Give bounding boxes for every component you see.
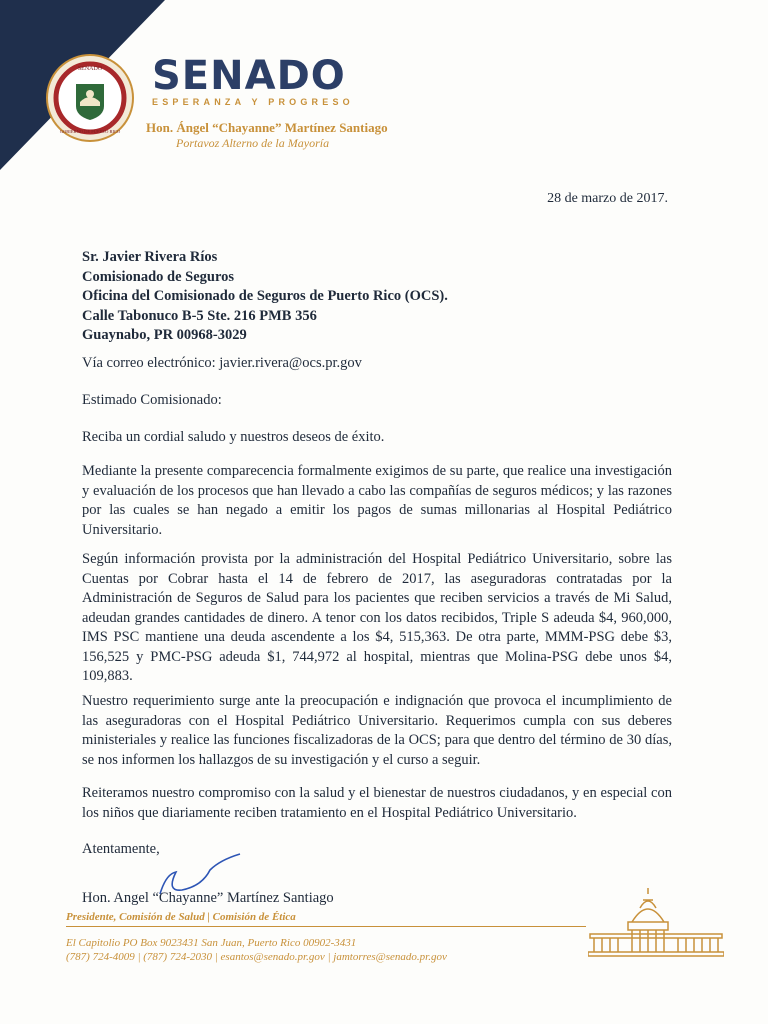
body-paragraph: Reiteramos nuestro compromiso con la salud y el bienestar de nuestros ciudadanos, y en especial con los niños que diariamente reciben tratamiento en el Hospital Pediátrico Universitario. [82, 785, 672, 821]
recipient-line: Sr. Javier Rivera Ríos [82, 249, 218, 265]
footer-address: El Capitolio PO Box 9023431 San Juan, Puerto Rico 00902-3431 [66, 937, 357, 949]
recipient-line: Comisionado de Seguros [82, 268, 235, 285]
signatory-title: Presidente, Comisión de Salud | Comisión de Ética [66, 911, 296, 923]
body-paragraph: Según información provista por la administración del Hospital Pediátrico Universitario, sobre las Cuentas por Cobrar hasta el 14 de febrero de 2017, las aseguradoras contratadas por la Administración de Seguros de Salud para los pacientes que reciben servicios a través de Mi Salud, adeudan grandes cantidades de dinero. A tenor con los datos recibidos, Triple S adeuda $4, 960,000, IMS PSC mantiene una deuda ascendente a los $4, 515,363. De otra parte, MMM-PSG debe $3, 156,525 y PMC-PSG adeuda $1, 744,972 al hospital, mientras que Molina-PSG debe unos $4, 109,883. [82, 551, 672, 684]
recipient-address [82, 248, 448, 346]
signatory-name: Hon. Angel “Chayanne” Martínez Santiago [82, 890, 334, 906]
letterhead-brand [152, 53, 354, 107]
letter-date: 28 de marzo de 2017. [547, 191, 668, 206]
footer-contact: (787) 724-4009 | (787) 724-2030 | esantos@senado.pr.gov | jamtorres@senado.pr.gov [66, 951, 447, 963]
recipient-line: Guaynabo, PR 00968-3029 [82, 327, 247, 343]
svg-text:GOBIERNO DE PUERTO RICO: GOBIERNO DE PUERTO RICO [59, 129, 121, 134]
body-paragraph: Mediante la presente comparecencia formalmente exigimos de su parte, que realice una investigación y evaluación de los procesos que han llevado a cabo las compañías de seguros médicos; y las razones por las cuales se han negado a emitir los pagos de sumas millonarias al Hospital Pediátrico Universitario. [82, 463, 672, 538]
senator-role: Portavoz Alterno de la Mayoría [176, 136, 330, 150]
greeting: Reciba un cordial saludo y nuestros deseos de éxito. [82, 429, 385, 445]
closing: Atentamente, [82, 841, 160, 857]
recipient-line: Calle Tabonuco B-5 Ste. 216 PMB 356 [82, 307, 317, 324]
brand-tagline: ESPERANZA Y PROGRESO [152, 97, 354, 107]
svg-text:SENADO: SENADO [77, 66, 103, 72]
senate-seal-logo [46, 54, 134, 142]
salutation: Estimado Comisionado: [82, 392, 222, 408]
brand-name: SENADO [152, 53, 346, 99]
senator-name: Hon. Ángel “Chayanne” Martínez Santiago [146, 120, 388, 135]
footer-divider [66, 926, 586, 927]
recipient-line: Oficina del Comisionado de Seguros de Puerto Rico (OCS). [82, 288, 448, 304]
capitol-building-icon [588, 886, 724, 958]
delivery-method: Vía correo electrónico: javier.rivera@ocs.pr.gov [82, 355, 362, 371]
body-paragraph: Nuestro requerimiento surge ante la preocupación e indignación que provoca el incumplimiento de las aseguradoras con el Hospital Pediátrico Universitario. Requerimos cumpla con sus deberes ministeriales y realice las funciones fiscalizadoras de la OCS; para que dentro del término de 30 días, se nos informen los hallazgos de su investigación y el curso a seguir. [82, 693, 672, 768]
